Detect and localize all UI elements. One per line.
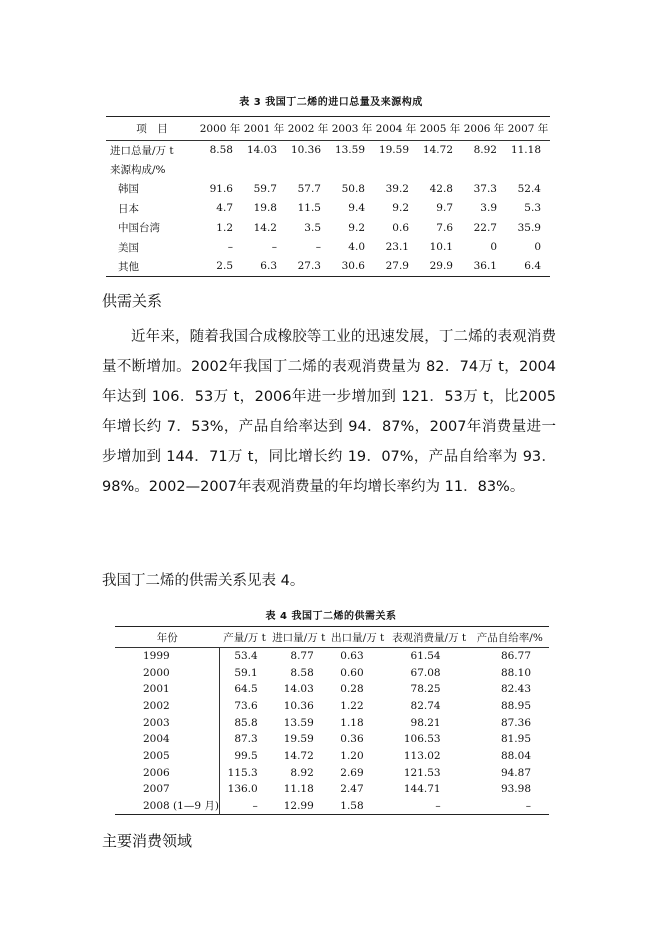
cell-value: 8.77 <box>290 650 314 663</box>
cell-value: 57.7 <box>297 182 321 195</box>
cell-value: 13.59 <box>334 144 365 157</box>
table4-header-cell: 进口量/万 t <box>270 627 328 648</box>
cell-value: 88.04 <box>500 749 531 762</box>
cell-value: 2.47 <box>340 783 364 796</box>
cell-value: 136.0 <box>227 783 258 796</box>
cell-value: 6.3 <box>260 260 277 273</box>
cell-value: 59.1 <box>234 666 258 679</box>
cell-value: 99.5 <box>234 749 258 762</box>
cell-value: 88.95 <box>500 699 531 712</box>
cell-value: 82.74 <box>410 699 441 712</box>
cell-value: 1.20 <box>340 749 364 762</box>
year-cell: 2000 <box>115 664 219 681</box>
cell-value: 35.9 <box>517 221 541 234</box>
table3-caption: 表 3 我国丁二烯的进口总量及来源构成 <box>239 97 423 108</box>
table-row <box>115 714 549 731</box>
cell-value: 94.87 <box>500 766 531 779</box>
year-cell: 1999 <box>115 648 219 665</box>
table-row <box>106 160 550 179</box>
row-label: 进口总量/万 t <box>110 144 174 157</box>
table3-header-item: 项 目 <box>106 117 198 141</box>
cell-value: 93.98 <box>500 783 531 796</box>
cell-value <box>374 160 418 179</box>
cell-value: 39.2 <box>385 182 409 195</box>
cell-value: 121.53 <box>403 766 441 779</box>
table4-header <box>115 627 549 648</box>
cell-value: 11.18 <box>510 144 541 157</box>
cell-value: 3.9 <box>480 202 497 215</box>
cell-value: 88.10 <box>500 666 531 679</box>
cell-value: 73.6 <box>234 699 258 712</box>
cell-value: 19.8 <box>253 202 277 215</box>
cell-value <box>330 160 374 179</box>
table-row <box>115 781 549 798</box>
cell-value: 0.36 <box>340 733 364 746</box>
cell-value: 13.59 <box>283 716 314 729</box>
cell-value: 19.59 <box>378 144 409 157</box>
cell-value: 61.54 <box>410 650 441 663</box>
cell-value: 3.5 <box>304 221 321 234</box>
table-row <box>115 748 549 765</box>
row-label: 来源构成/% <box>110 164 166 177</box>
cell-value: – <box>435 799 441 812</box>
cell-value: 9.7 <box>436 202 453 215</box>
table-row <box>106 199 550 218</box>
cell-value <box>506 160 550 179</box>
cell-value: 113.02 <box>403 749 441 762</box>
table-row <box>115 664 549 681</box>
cell-value: 9.4 <box>348 202 365 215</box>
cell-value: 6.4 <box>524 260 541 273</box>
table-row <box>115 731 549 748</box>
table4-header-cell: 出口量/万 t <box>328 627 388 648</box>
table3-header-year: 2003 年 <box>330 117 374 141</box>
cell-value: 7.6 <box>436 221 453 234</box>
table3-header-year: 2002 年 <box>286 117 330 141</box>
cell-value: – <box>315 241 321 254</box>
cell-value: 10.36 <box>283 699 314 712</box>
cell-value: 4.7 <box>216 202 233 215</box>
cell-value: 1.58 <box>340 799 364 812</box>
cell-value: 10.36 <box>290 144 321 157</box>
cell-value: 86.77 <box>500 650 531 663</box>
cell-value: 14.03 <box>283 683 314 696</box>
table4-header-cell: 产品自给率/% <box>471 627 549 648</box>
section-heading-consumption-areas: 主要消费领域 <box>102 832 193 850</box>
cell-value: 82.43 <box>500 683 531 696</box>
cell-value: 144.71 <box>403 783 441 796</box>
table-row <box>115 681 549 698</box>
year-cell: 2001 <box>115 681 219 698</box>
cell-value: 27.9 <box>385 260 409 273</box>
cell-value: 98.21 <box>410 716 441 729</box>
cell-value: 42.8 <box>429 182 453 195</box>
cell-value: 8.58 <box>290 666 314 679</box>
table-row <box>115 764 549 781</box>
table-row <box>115 798 549 815</box>
cell-value: 19.59 <box>283 733 314 746</box>
cell-value: 50.8 <box>341 182 365 195</box>
table-row <box>115 648 549 665</box>
row-label: 中国台湾 <box>118 222 160 235</box>
supply-demand-paragraph: 近年来，随着我国合成橡胶等工业的迅速发展，丁二烯的表观消费量不断增加。2002年我国丁二烯的表观消费量为 82．74万 t，2004年达到 106．53万 t，2006年进一步增加到 121．53万 t，比2005年增长约 7．53%，产品自给率达到 94．87%，2007年消费量进一步增加到 144．71万 t，同比增长约 19．07%，产品自给率为 93．98%。2002—2007年表观消费量的年均增长率约为 11．83%。 <box>102 329 556 495</box>
supply-demand-table <box>115 626 549 815</box>
table3-header-year: 2007 年 <box>506 117 550 141</box>
cell-value: 78.25 <box>410 683 441 696</box>
import-source-table <box>106 116 550 277</box>
table4-reference-note: 我国丁二烯的供需关系见表 4。 <box>102 573 305 589</box>
cell-value: – <box>252 799 258 812</box>
cell-value: 10.1 <box>429 241 453 254</box>
cell-value: 0.63 <box>340 650 364 663</box>
cell-value: – <box>227 241 233 254</box>
table4-header-cell: 表观消费量/万 t <box>388 627 471 648</box>
cell-value: 0 <box>534 241 541 254</box>
row-label: 美国 <box>118 241 139 254</box>
year-cell: 2007 <box>115 781 219 798</box>
cell-value: 1.22 <box>340 699 364 712</box>
cell-value: 22.7 <box>473 221 497 234</box>
cell-value <box>198 160 242 179</box>
cell-value: 0.60 <box>340 666 364 679</box>
row-label: 其他 <box>118 260 139 273</box>
cell-value: 11.5 <box>297 202 321 215</box>
cell-value: 0.6 <box>392 221 409 234</box>
cell-value: 53.4 <box>234 650 258 663</box>
cell-value: 14.2 <box>253 221 277 234</box>
cell-value: – <box>271 241 277 254</box>
cell-value: 11.18 <box>283 783 314 796</box>
cell-value: 14.03 <box>246 144 277 157</box>
year-cell: 2006 <box>115 764 219 781</box>
table4-header-cell: 产量/万 t <box>219 627 269 648</box>
cell-value: 81.95 <box>500 733 531 746</box>
cell-value: 106.53 <box>403 733 441 746</box>
cell-value: 115.3 <box>227 766 258 779</box>
cell-value: 5.3 <box>524 202 541 215</box>
cell-value: 12.99 <box>283 799 314 812</box>
row-label: 韩国 <box>118 183 139 196</box>
cell-value: 23.1 <box>385 241 409 254</box>
table3-header-year: 2006 年 <box>462 117 506 141</box>
cell-value: – <box>525 799 531 812</box>
section-heading-supply-demand: 供需关系 <box>102 292 163 310</box>
cell-value: 14.72 <box>283 749 314 762</box>
table4-caption: 表 4 我国丁二烯的供需关系 <box>265 611 397 622</box>
cell-value: 1.2 <box>216 221 233 234</box>
table-row <box>115 698 549 715</box>
cell-value: 37.3 <box>473 182 497 195</box>
table-row <box>106 218 550 237</box>
cell-value: 87.36 <box>500 716 531 729</box>
table3-header-year: 2001 年 <box>242 117 286 141</box>
row-label: 日本 <box>118 202 139 215</box>
cell-value <box>286 160 330 179</box>
year-cell: 2008 (1—9 月) <box>115 798 219 815</box>
cell-value: 0.28 <box>340 683 364 696</box>
year-cell: 2003 <box>115 714 219 731</box>
year-cell: 2002 <box>115 698 219 715</box>
table3-header-year: 2005 年 <box>418 117 462 141</box>
table-row <box>106 179 550 198</box>
table-row <box>106 141 550 160</box>
cell-value: 2.69 <box>340 766 364 779</box>
cell-value: 52.4 <box>517 182 541 195</box>
cell-value: 9.2 <box>348 221 365 234</box>
year-cell: 2005 <box>115 748 219 765</box>
cell-value: 59.7 <box>253 182 277 195</box>
table3-header-year: 2004 年 <box>374 117 418 141</box>
cell-value: 67.08 <box>410 666 441 679</box>
table3-body <box>106 141 550 277</box>
year-cell: 2004 <box>115 731 219 748</box>
cell-value: 0 <box>490 241 497 254</box>
cell-value <box>462 160 506 179</box>
cell-value: 8.92 <box>473 144 497 157</box>
cell-value: 36.1 <box>473 260 497 273</box>
cell-value: 87.3 <box>234 733 258 746</box>
table4-body <box>115 648 549 815</box>
cell-value: 1.18 <box>340 716 364 729</box>
cell-value: 27.3 <box>297 260 321 273</box>
table3-header-year: 2000 年 <box>198 117 242 141</box>
cell-value <box>418 160 462 179</box>
cell-value: 9.2 <box>392 202 409 215</box>
table3-header <box>106 117 550 141</box>
cell-value: 8.92 <box>290 766 314 779</box>
cell-value: 8.58 <box>209 144 233 157</box>
table-row <box>106 257 550 276</box>
cell-value: 91.6 <box>209 182 233 195</box>
cell-value: 30.6 <box>341 260 365 273</box>
cell-value: 64.5 <box>234 683 258 696</box>
cell-value: 14.72 <box>422 144 453 157</box>
cell-value: 85.8 <box>234 716 258 729</box>
cell-value: 2.5 <box>216 260 233 273</box>
table-row <box>106 237 550 256</box>
cell-value <box>242 160 286 179</box>
table4-header-cell: 年份 <box>115 627 219 648</box>
cell-value: 29.9 <box>429 260 453 273</box>
cell-value: 4.0 <box>348 241 365 254</box>
